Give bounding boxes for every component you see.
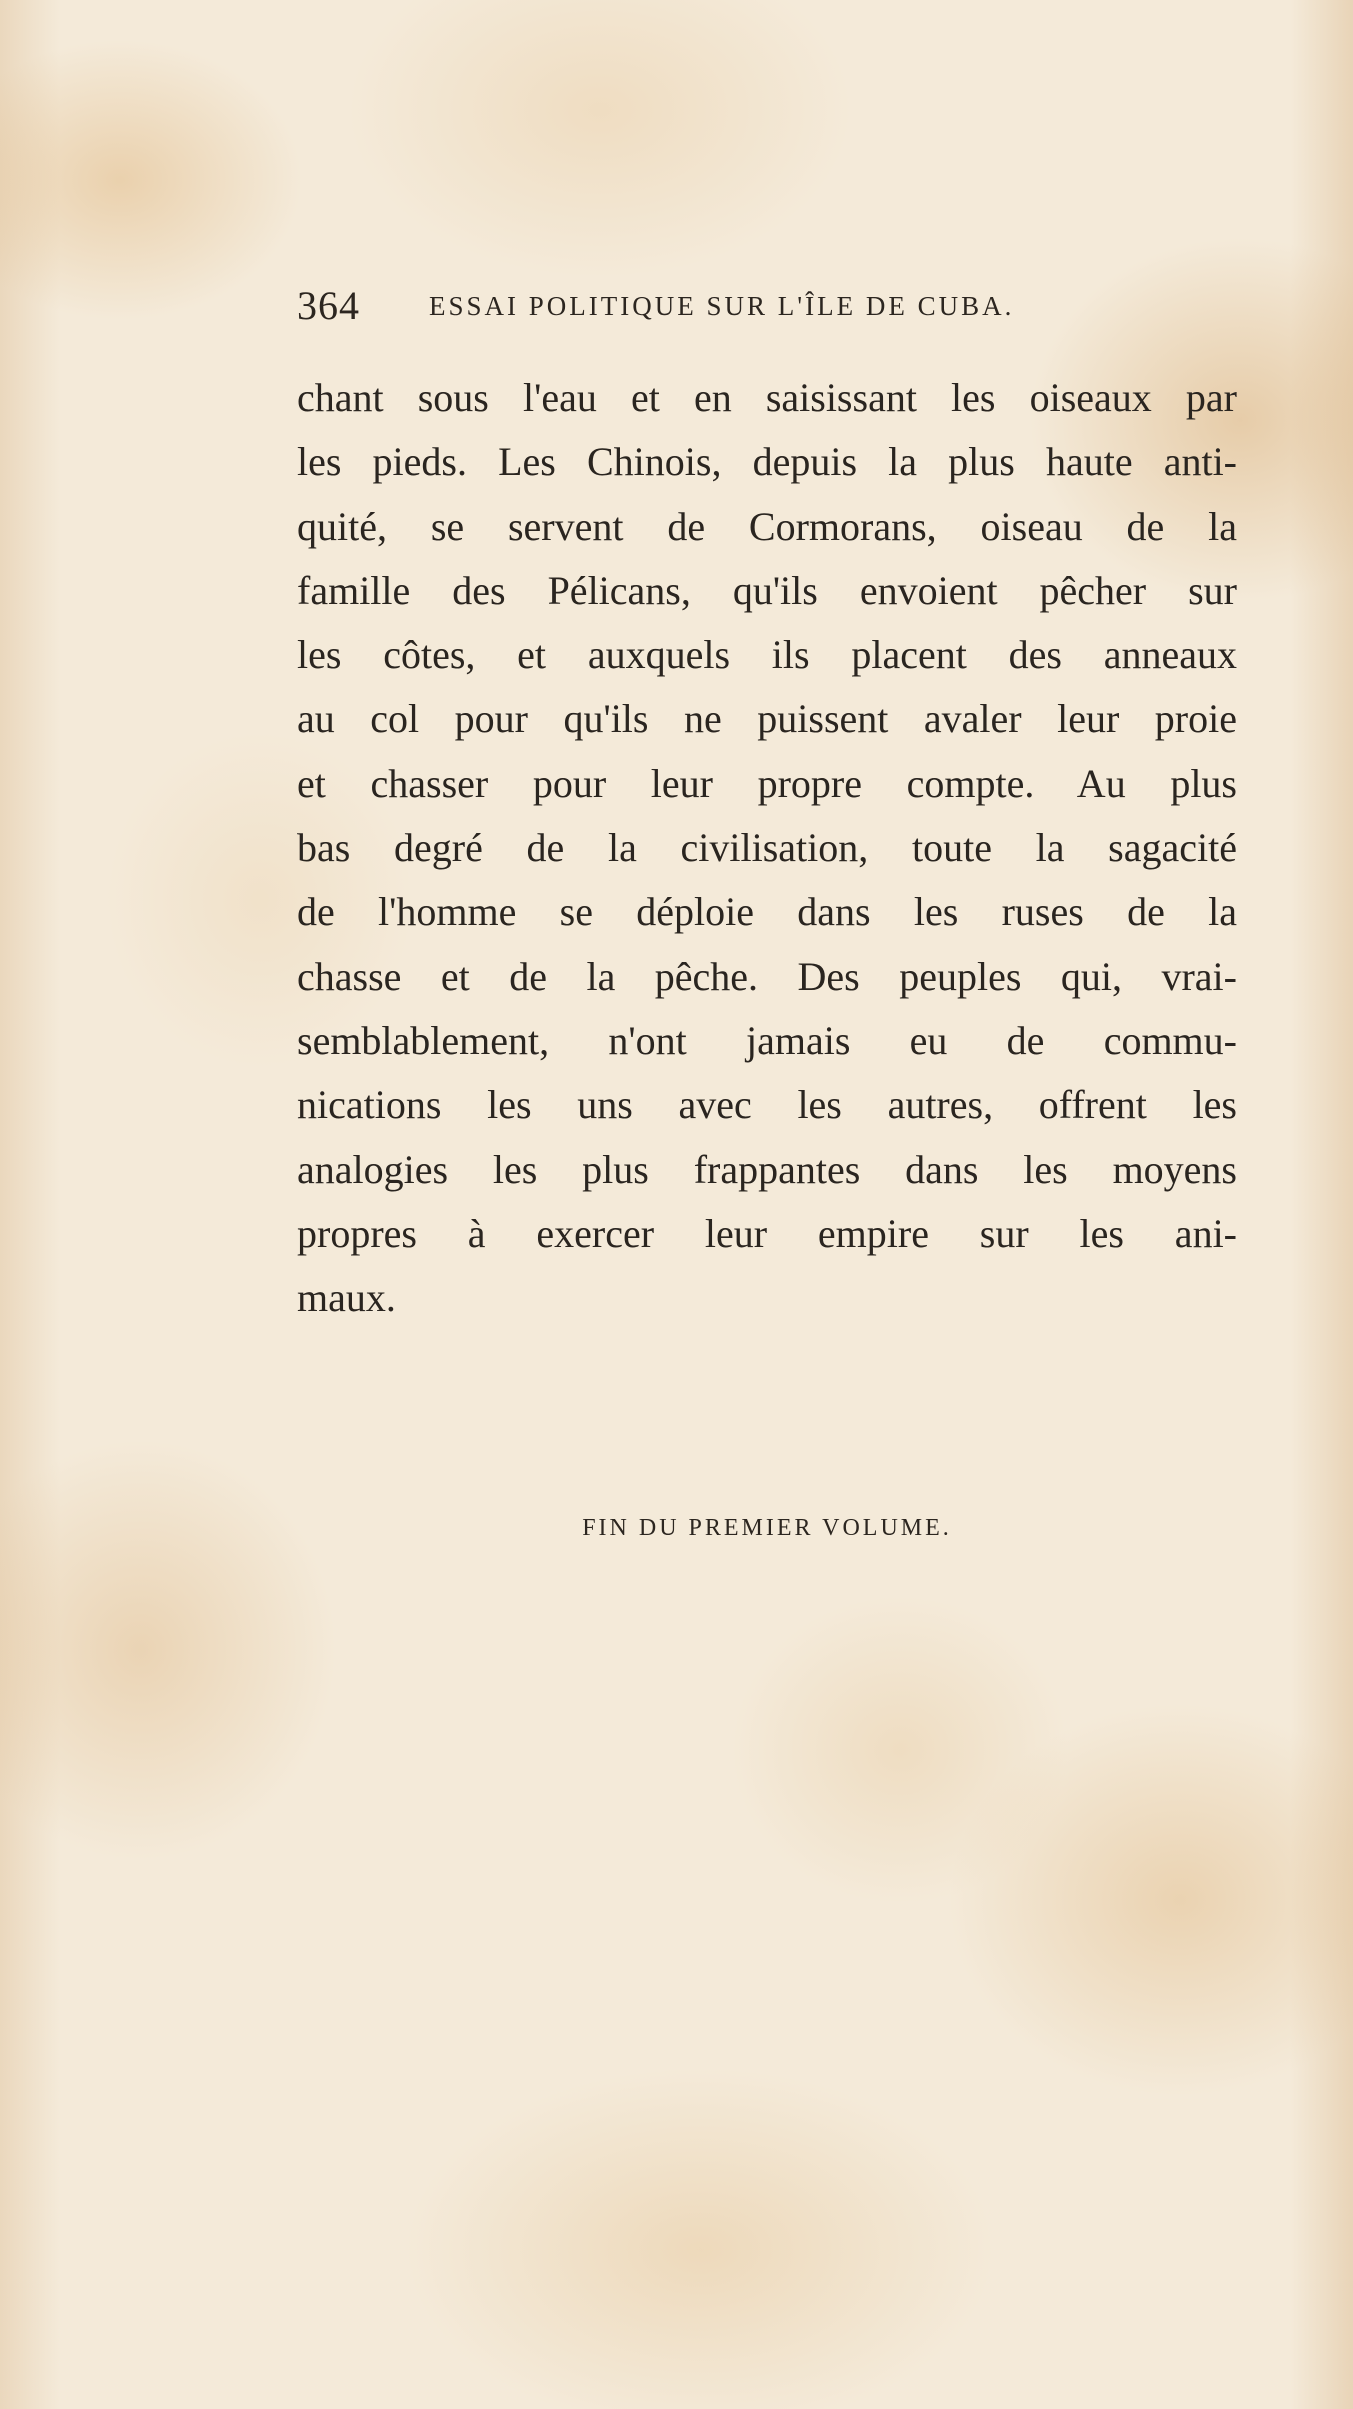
text-line: propres à exercer leur empire sur les ani-	[297, 1210, 1237, 1256]
text-line: quité, se servent de Cormorans, oiseau de la	[297, 503, 1237, 549]
text-line: les pieds. Les Chinois, depuis la plus haute anti-	[297, 439, 1237, 485]
page-number: 364	[297, 283, 360, 328]
text-line: famille des Pélicans, qu'ils envoient pêcher sur	[297, 567, 1237, 613]
text-line: chasse et de la pêche. Des peuples qui, vrai-	[297, 953, 1237, 999]
text-line: les côtes, et auxquels ils placent des anneaux	[297, 632, 1237, 678]
text-line: analogies les plus frappantes dans les moyens	[297, 1146, 1237, 1192]
text-line: bas degré de la civilisation, toute la sagacité	[297, 825, 1237, 871]
text-line: de l'homme se déploie dans les ruses de la	[297, 889, 1237, 935]
running-head	[297, 282, 1237, 330]
colophon: FIN DU PREMIER VOLUME.	[582, 1515, 952, 1541]
text-line: semblablement, n'ont jamais eu de commu-	[297, 1017, 1237, 1063]
running-title: ESSAI POLITIQUE SUR L'ÎLE DE CUBA.	[429, 291, 1015, 321]
text-line: chant sous l'eau et en saisissant les oiseaux par	[297, 375, 1237, 420]
text-line: maux.	[297, 1275, 396, 1321]
text-line: nications les uns avec les autres, offrent les	[297, 1082, 1237, 1128]
text-line: et chasser pour leur propre compte. Au plus	[297, 760, 1237, 806]
body-text	[297, 366, 1237, 1330]
text-line: au col pour qu'ils ne puissent avaler leur proie	[297, 696, 1237, 742]
